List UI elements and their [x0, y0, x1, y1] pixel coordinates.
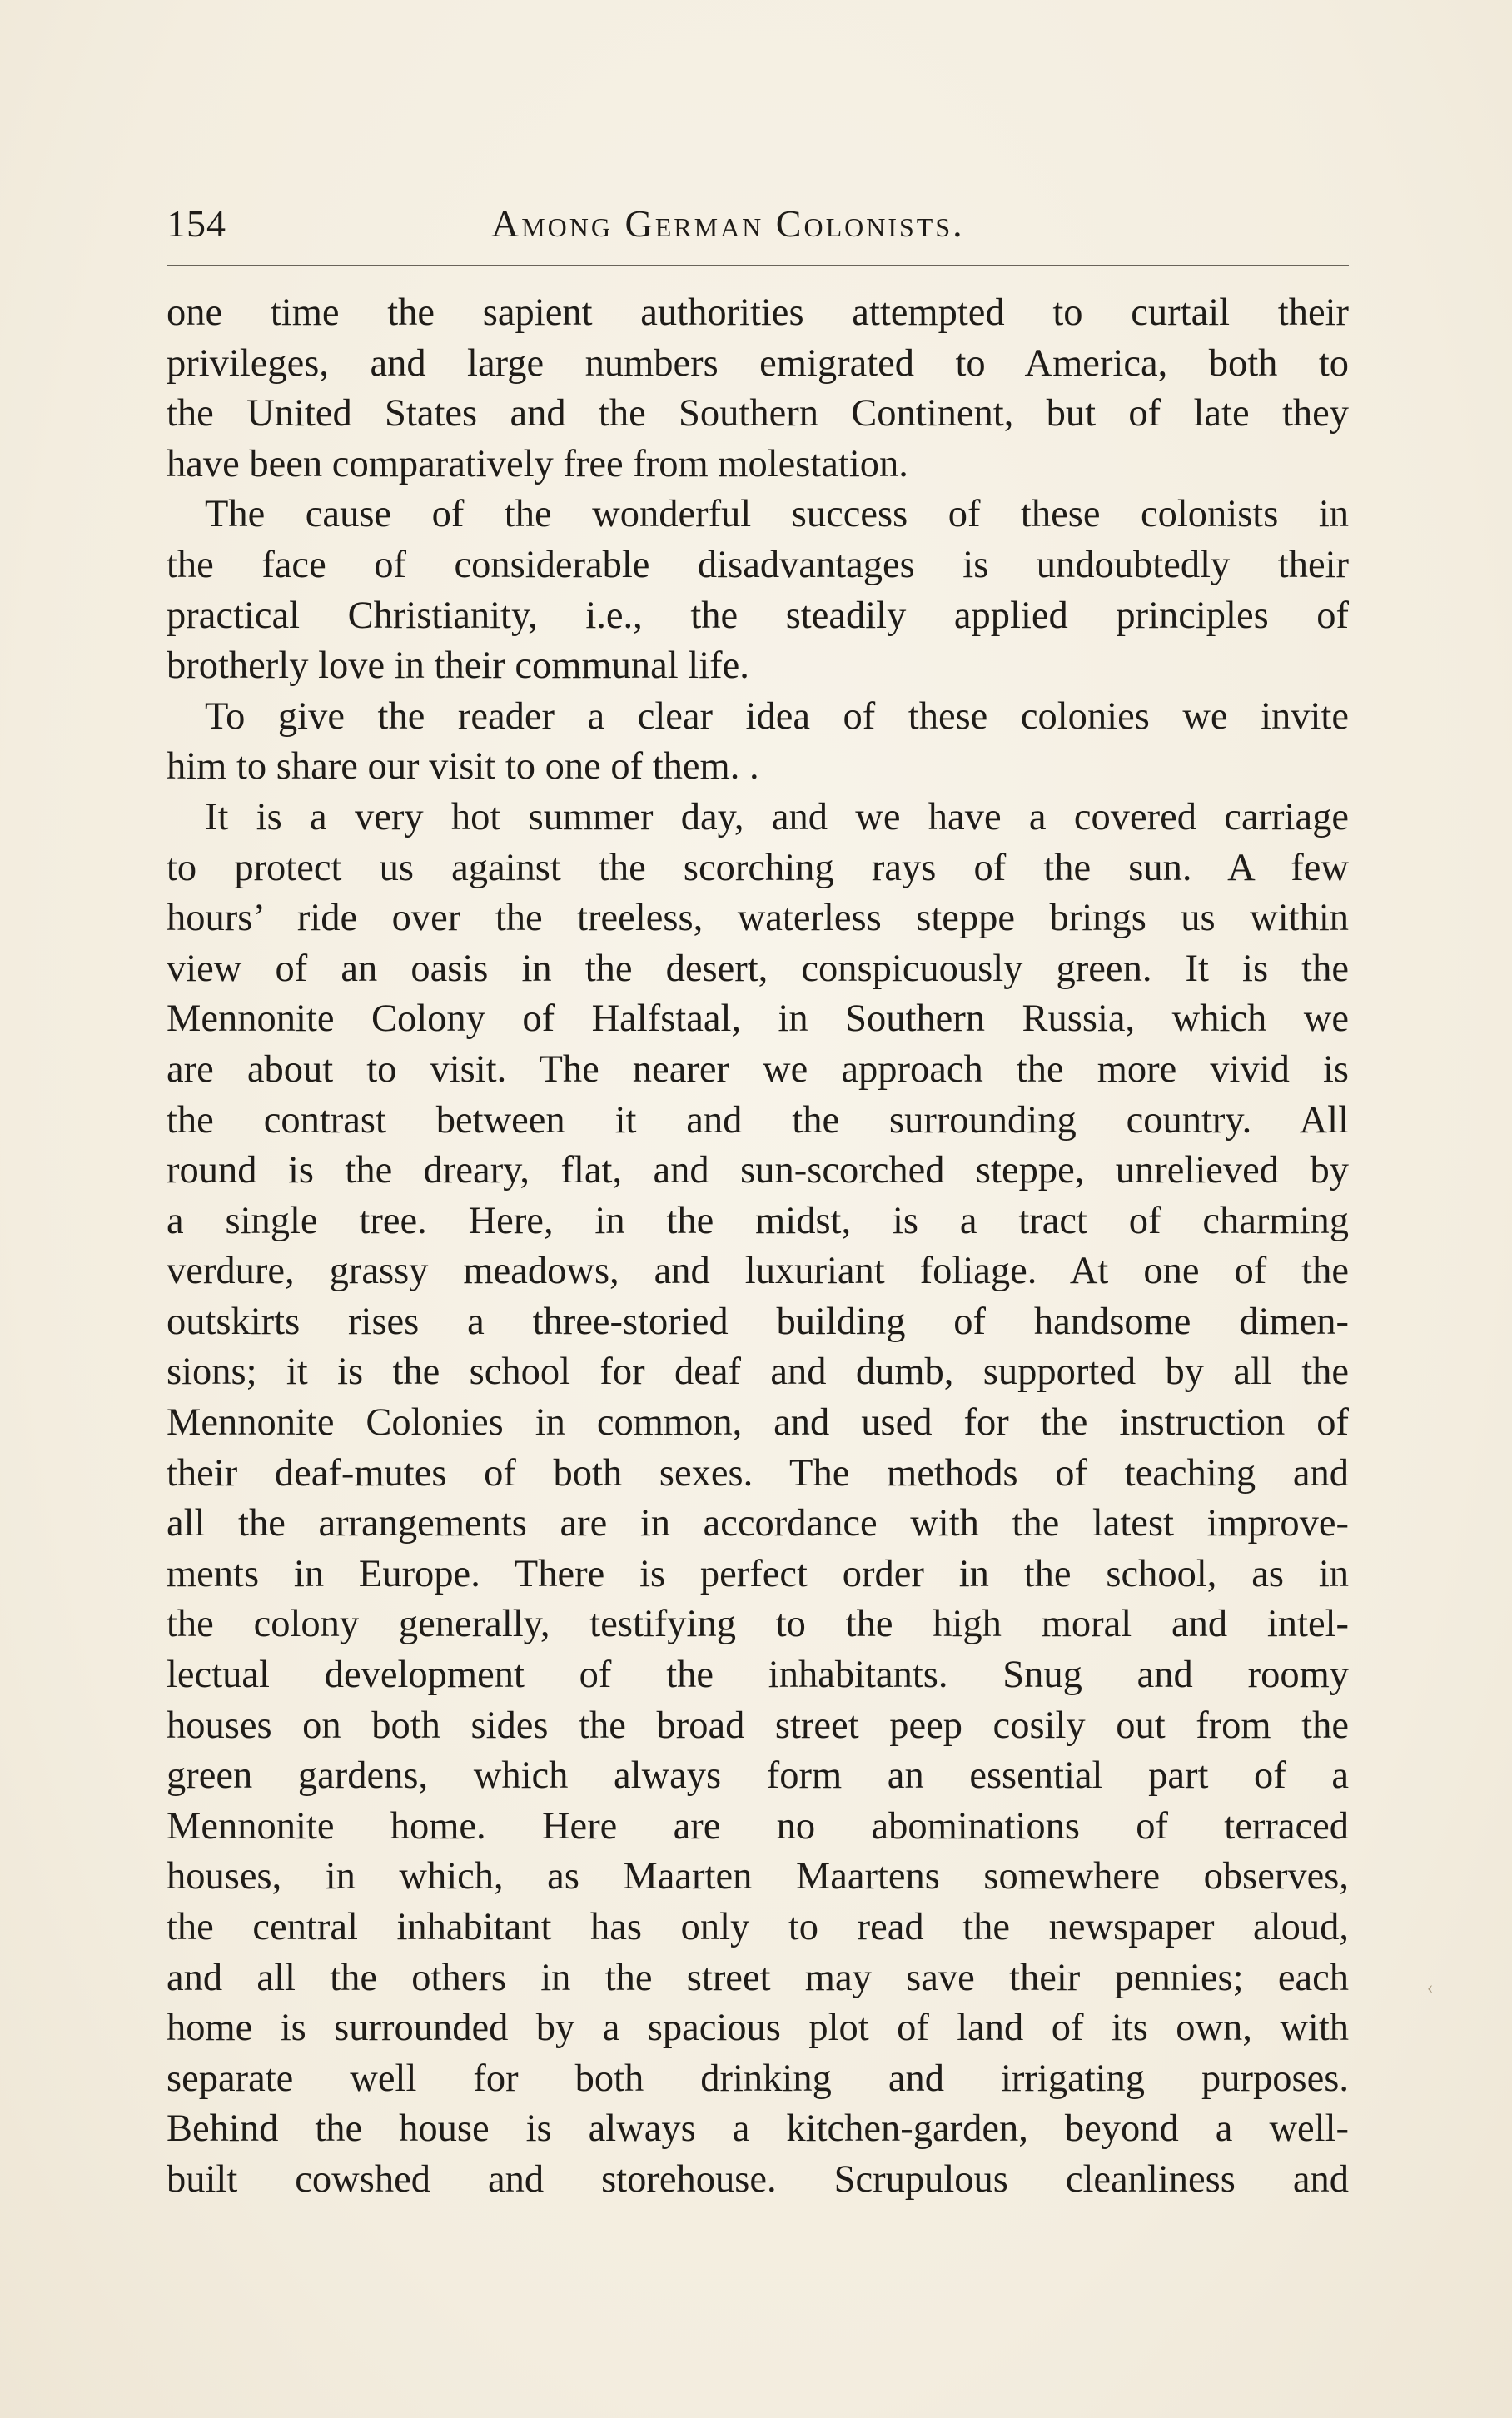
- text-line: built cowshed and storehouse. Scrupulous cleanliness and: [167, 2157, 1349, 2201]
- text-line: him to share our visit to one of them. .: [167, 745, 759, 789]
- text-line: Mennonite Colonies in common, and used for the instruction of: [167, 1401, 1349, 1445]
- text-line: the contrast between it and the surrounding country. All: [167, 1098, 1349, 1142]
- text-line: The cause of the wonderful success of these colonists in: [205, 493, 1349, 536]
- text-line: round is the dreary, flat, and sun-scorched steppe, unrelieved by: [167, 1149, 1349, 1192]
- text-line: the colony generally, testifying to the high moral and intel-: [167, 1603, 1349, 1646]
- text-line: hours’ ride over the treeless, waterless steppe brings us within: [167, 897, 1349, 940]
- margin-mark: ‹: [1427, 1977, 1434, 1998]
- text-line: the United States and the Southern Continent, but of late they: [167, 392, 1349, 435]
- text-line: lectual development of the inhabitants. Snug and roomy: [167, 1654, 1349, 1697]
- text-line: their deaf-mutes of both sexes. The methods of teaching and: [167, 1451, 1349, 1495]
- text-line: To give the reader a clear idea of these colonies we invite: [205, 694, 1349, 738]
- text-line: green gardens, which always form an essential part of a: [167, 1754, 1349, 1798]
- page-number: 154: [167, 202, 226, 245]
- running-title: Among German Colonists.: [491, 202, 965, 245]
- text-line: the central inhabitant has only to read the newspaper aloud,: [167, 1906, 1349, 1948]
- text-line: home is surrounded by a spacious plot of land of its own, with: [167, 2007, 1349, 2050]
- text-line: Behind the house is always a kitchen-garden, beyond a well-: [167, 2107, 1349, 2151]
- text-line: Mennonite Colony of Halfstaal, in Southern Russia, which we: [167, 998, 1349, 1041]
- text-line: view of an oasis in the desert, conspicuously green. It is the: [167, 947, 1349, 990]
- text-line: sions; it is the school for deaf and dumb, supported by all the: [167, 1351, 1349, 1394]
- text-line: are about to visit. The nearer we approach the more vivid is: [167, 1047, 1349, 1091]
- text-line: houses, in which, as Maarten Maartens somewhere observes,: [167, 1855, 1349, 1898]
- text-line: to protect us against the scorching rays of the sun. A few: [167, 846, 1349, 889]
- text-line: outskirts rises a three-storied building of handsome dimen-: [167, 1300, 1349, 1343]
- header-rule: [167, 265, 1349, 266]
- text-line: brotherly love in their communal life.: [167, 644, 749, 688]
- text-line: one time the sapient authorities attempted to curtail their: [167, 291, 1349, 334]
- text-line: privileges, and large numbers emigrated to America, both to: [167, 341, 1349, 385]
- text-line: a single tree. Here, in the midst, is a tract of charming: [167, 1199, 1349, 1242]
- text-line: and all the others in the street may save their pennies; each: [167, 1956, 1349, 1999]
- text-line: the face of considerable disadvantages is undoubtedly their: [167, 543, 1349, 586]
- text-line: practical Christianity, i.e., the steadily applied principles of: [167, 594, 1349, 637]
- body-text: [167, 288, 1349, 2206]
- text-line: houses on both sides the broad street peep cosily out from the: [167, 1704, 1349, 1747]
- text-line: have been comparatively free from molestation.: [167, 442, 908, 485]
- running-head: [167, 202, 1349, 260]
- text-line: verdure, grassy meadows, and luxuriant foliage. At one of the: [167, 1250, 1349, 1293]
- text-line: ments in Europe. There is perfect order in the school, as in: [167, 1552, 1349, 1595]
- text-line: all the arrangements are in accordance with the latest improve-: [167, 1502, 1349, 1545]
- text-line: Mennonite home. Here are no abominations of terraced: [167, 1804, 1349, 1848]
- text-line: separate well for both drinking and irrigating purposes.: [167, 2057, 1349, 2100]
- text-line: It is a very hot summer day, and we have a covered carriage: [205, 795, 1349, 838]
